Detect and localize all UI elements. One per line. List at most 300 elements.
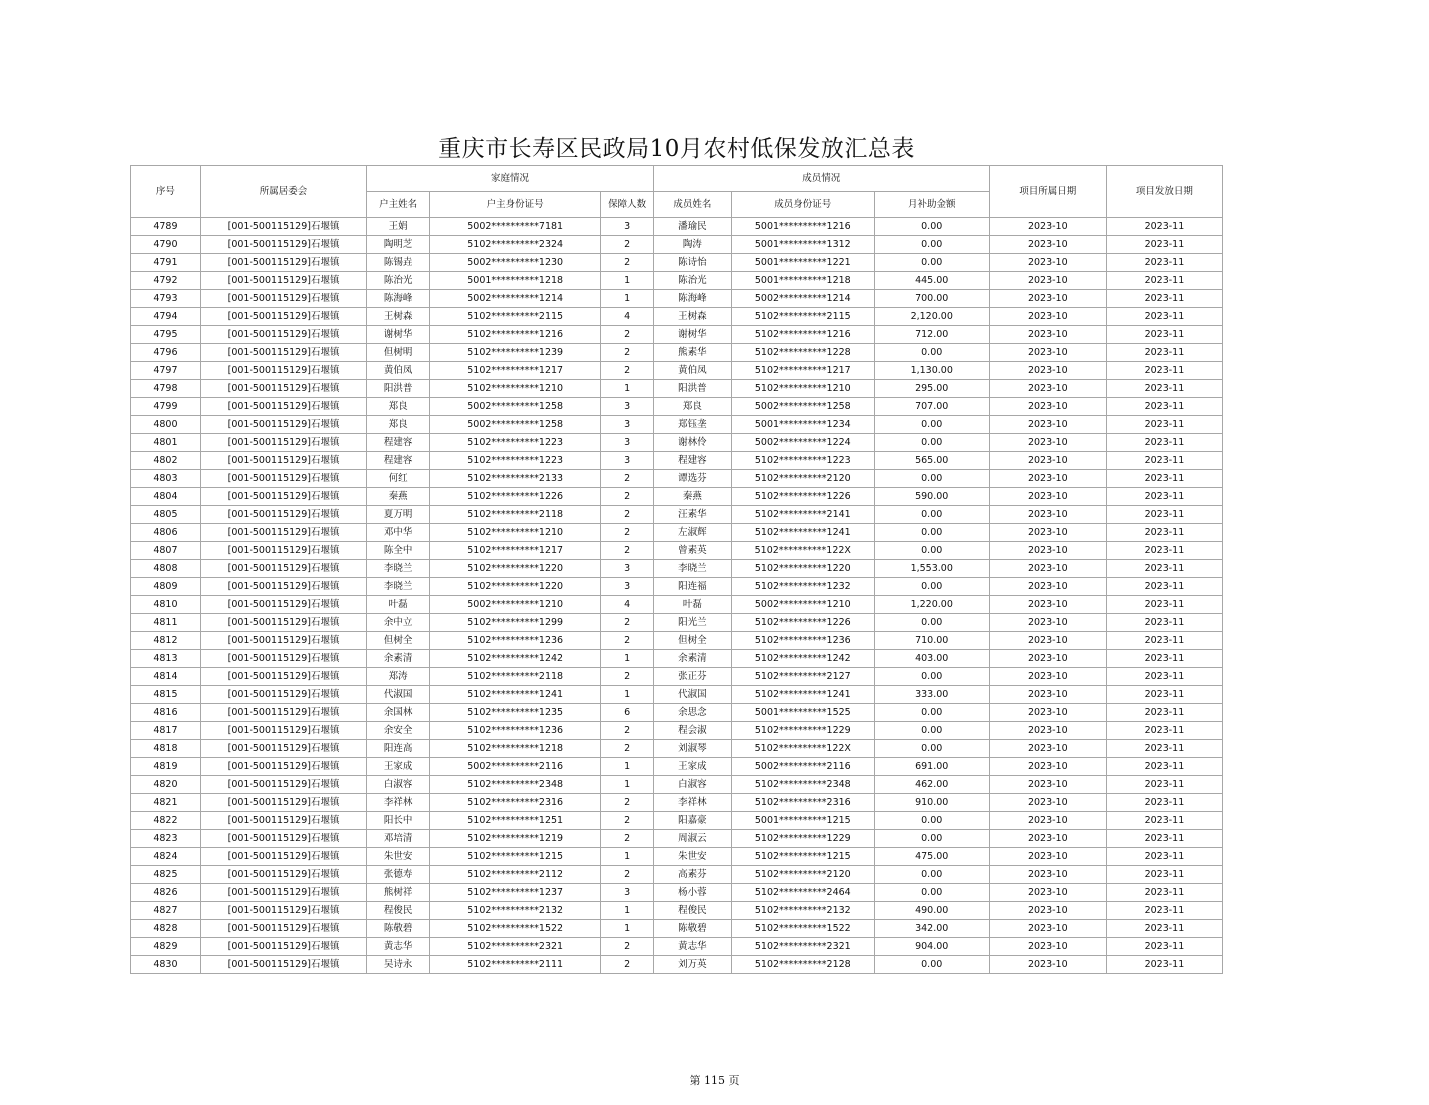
amount-cell: 0.00 bbox=[874, 542, 989, 560]
member-name-cell: 刘万英 bbox=[653, 956, 731, 974]
member-id-cell: 5102**********1215 bbox=[731, 848, 874, 866]
member-id-cell: 5002**********1210 bbox=[731, 596, 874, 614]
issue-date-cell: 2023-11 bbox=[1106, 290, 1222, 308]
head-id-cell: 5102**********1220 bbox=[429, 578, 601, 596]
member-name-cell: 熊素华 bbox=[653, 344, 731, 362]
head-name-cell: 张德寿 bbox=[367, 866, 430, 884]
table-row bbox=[131, 956, 1223, 974]
amount-cell: 403.00 bbox=[874, 650, 989, 668]
head-name-cell: 阳连高 bbox=[367, 740, 430, 758]
committee-cell: [001-500115129]石堰镇 bbox=[200, 614, 366, 632]
relief-table bbox=[130, 165, 1223, 974]
seq-cell: 4800 bbox=[131, 416, 201, 434]
count-cell: 1 bbox=[601, 686, 653, 704]
seq-cell: 4830 bbox=[131, 956, 201, 974]
seq-cell: 4810 bbox=[131, 596, 201, 614]
committee-cell: [001-500115129]石堰镇 bbox=[200, 830, 366, 848]
committee-cell: [001-500115129]石堰镇 bbox=[200, 866, 366, 884]
committee-cell: [001-500115129]石堰镇 bbox=[200, 758, 366, 776]
item-date-cell: 2023-10 bbox=[989, 740, 1106, 758]
issue-date-cell: 2023-11 bbox=[1106, 470, 1222, 488]
issue-date-cell: 2023-11 bbox=[1106, 884, 1222, 902]
count-cell: 2 bbox=[601, 866, 653, 884]
amount-cell: 910.00 bbox=[874, 794, 989, 812]
head-id-cell: 5102**********1237 bbox=[429, 884, 601, 902]
seq-cell: 4821 bbox=[131, 794, 201, 812]
member-name-cell: 陈海峰 bbox=[653, 290, 731, 308]
seq-cell: 4798 bbox=[131, 380, 201, 398]
header-family-group: 家庭情况 bbox=[367, 166, 654, 192]
amount-cell: 0.00 bbox=[874, 416, 989, 434]
count-cell: 1 bbox=[601, 758, 653, 776]
head-name-cell: 李祥林 bbox=[367, 794, 430, 812]
member-name-cell: 阳光兰 bbox=[653, 614, 731, 632]
head-id-cell: 5002**********1258 bbox=[429, 416, 601, 434]
committee-cell: [001-500115129]石堰镇 bbox=[200, 578, 366, 596]
count-cell: 1 bbox=[601, 380, 653, 398]
member-name-cell: 阳嘉豪 bbox=[653, 812, 731, 830]
count-cell: 1 bbox=[601, 920, 653, 938]
seq-cell: 4823 bbox=[131, 830, 201, 848]
count-cell: 2 bbox=[601, 506, 653, 524]
head-id-cell: 5102**********2111 bbox=[429, 956, 601, 974]
amount-cell: 0.00 bbox=[874, 524, 989, 542]
committee-cell: [001-500115129]石堰镇 bbox=[200, 632, 366, 650]
seq-cell: 4807 bbox=[131, 542, 201, 560]
item-date-cell: 2023-10 bbox=[989, 596, 1106, 614]
head-name-cell: 阳长中 bbox=[367, 812, 430, 830]
amount-cell: 2,120.00 bbox=[874, 308, 989, 326]
count-cell: 2 bbox=[601, 236, 653, 254]
head-id-cell: 5002**********7181 bbox=[429, 218, 601, 236]
item-date-cell: 2023-10 bbox=[989, 668, 1106, 686]
amount-cell: 462.00 bbox=[874, 776, 989, 794]
member-id-cell: 5102**********1241 bbox=[731, 524, 874, 542]
issue-date-cell: 2023-11 bbox=[1106, 542, 1222, 560]
table-row bbox=[131, 290, 1223, 308]
count-cell: 3 bbox=[601, 578, 653, 596]
seq-cell: 4809 bbox=[131, 578, 201, 596]
committee-cell: [001-500115129]石堰镇 bbox=[200, 272, 366, 290]
head-name-cell: 李晓兰 bbox=[367, 578, 430, 596]
amount-cell: 0.00 bbox=[874, 740, 989, 758]
head-id-cell: 5102**********1219 bbox=[429, 830, 601, 848]
item-date-cell: 2023-10 bbox=[989, 524, 1106, 542]
seq-cell: 4813 bbox=[131, 650, 201, 668]
count-cell: 1 bbox=[601, 650, 653, 668]
member-id-cell: 5102**********2127 bbox=[731, 668, 874, 686]
item-date-cell: 2023-10 bbox=[989, 470, 1106, 488]
head-id-cell: 5102**********1223 bbox=[429, 452, 601, 470]
issue-date-cell: 2023-11 bbox=[1106, 722, 1222, 740]
seq-cell: 4808 bbox=[131, 560, 201, 578]
item-date-cell: 2023-10 bbox=[989, 650, 1106, 668]
head-id-cell: 5102**********2115 bbox=[429, 308, 601, 326]
head-id-cell: 5102**********1235 bbox=[429, 704, 601, 722]
issue-date-cell: 2023-11 bbox=[1106, 632, 1222, 650]
count-cell: 2 bbox=[601, 488, 653, 506]
head-id-cell: 5002**********1230 bbox=[429, 254, 601, 272]
header-item-date: 项目所属日期 bbox=[989, 166, 1106, 218]
head-id-cell: 5001**********1218 bbox=[429, 272, 601, 290]
member-id-cell: 5102**********1236 bbox=[731, 632, 874, 650]
item-date-cell: 2023-10 bbox=[989, 632, 1106, 650]
count-cell: 3 bbox=[601, 398, 653, 416]
seq-cell: 4822 bbox=[131, 812, 201, 830]
count-cell: 2 bbox=[601, 740, 653, 758]
count-cell: 2 bbox=[601, 614, 653, 632]
count-cell: 3 bbox=[601, 452, 653, 470]
committee-cell: [001-500115129]石堰镇 bbox=[200, 794, 366, 812]
member-name-cell: 阳连福 bbox=[653, 578, 731, 596]
head-name-cell: 陈全中 bbox=[367, 542, 430, 560]
member-id-cell: 5102**********1228 bbox=[731, 344, 874, 362]
count-cell: 2 bbox=[601, 812, 653, 830]
table-row bbox=[131, 488, 1223, 506]
issue-date-cell: 2023-11 bbox=[1106, 524, 1222, 542]
head-name-cell: 郑良 bbox=[367, 416, 430, 434]
member-name-cell: 但树全 bbox=[653, 632, 731, 650]
table-row bbox=[131, 614, 1223, 632]
count-cell: 2 bbox=[601, 362, 653, 380]
table-row bbox=[131, 272, 1223, 290]
amount-cell: 0.00 bbox=[874, 236, 989, 254]
count-cell: 2 bbox=[601, 254, 653, 272]
member-name-cell: 黄伯凤 bbox=[653, 362, 731, 380]
head-id-cell: 5002**********1214 bbox=[429, 290, 601, 308]
member-id-cell: 5102**********2128 bbox=[731, 956, 874, 974]
member-id-cell: 5001**********1525 bbox=[731, 704, 874, 722]
header-head-name: 户主姓名 bbox=[367, 192, 430, 218]
committee-cell: [001-500115129]石堰镇 bbox=[200, 308, 366, 326]
amount-cell: 0.00 bbox=[874, 722, 989, 740]
committee-cell: [001-500115129]石堰镇 bbox=[200, 902, 366, 920]
issue-date-cell: 2023-11 bbox=[1106, 776, 1222, 794]
issue-date-cell: 2023-11 bbox=[1106, 578, 1222, 596]
seq-cell: 4790 bbox=[131, 236, 201, 254]
member-id-cell: 5001**********1216 bbox=[731, 218, 874, 236]
head-id-cell: 5102**********2324 bbox=[429, 236, 601, 254]
issue-date-cell: 2023-11 bbox=[1106, 920, 1222, 938]
count-cell: 3 bbox=[601, 434, 653, 452]
head-id-cell: 5102**********1242 bbox=[429, 650, 601, 668]
amount-cell: 700.00 bbox=[874, 290, 989, 308]
item-date-cell: 2023-10 bbox=[989, 434, 1106, 452]
member-id-cell: 5102**********1217 bbox=[731, 362, 874, 380]
issue-date-cell: 2023-11 bbox=[1106, 362, 1222, 380]
head-id-cell: 5102**********2118 bbox=[429, 668, 601, 686]
head-name-cell: 余素清 bbox=[367, 650, 430, 668]
head-id-cell: 5102**********1241 bbox=[429, 686, 601, 704]
member-name-cell: 朱世安 bbox=[653, 848, 731, 866]
issue-date-cell: 2023-11 bbox=[1106, 812, 1222, 830]
table-row bbox=[131, 884, 1223, 902]
issue-date-cell: 2023-11 bbox=[1106, 272, 1222, 290]
item-date-cell: 2023-10 bbox=[989, 272, 1106, 290]
committee-cell: [001-500115129]石堰镇 bbox=[200, 704, 366, 722]
member-name-cell: 刘淑琴 bbox=[653, 740, 731, 758]
table-row bbox=[131, 722, 1223, 740]
amount-cell: 333.00 bbox=[874, 686, 989, 704]
head-id-cell: 5102**********2348 bbox=[429, 776, 601, 794]
member-id-cell: 5102**********1232 bbox=[731, 578, 874, 596]
head-id-cell: 5102**********1220 bbox=[429, 560, 601, 578]
item-date-cell: 2023-10 bbox=[989, 848, 1106, 866]
member-id-cell: 5002**********1214 bbox=[731, 290, 874, 308]
member-name-cell: 陈治光 bbox=[653, 272, 731, 290]
member-id-cell: 5102**********1241 bbox=[731, 686, 874, 704]
issue-date-cell: 2023-11 bbox=[1106, 830, 1222, 848]
member-id-cell: 5102**********1242 bbox=[731, 650, 874, 668]
page-title: 重庆市长寿区民政局10月农村低保发放汇总表 bbox=[438, 136, 915, 162]
head-id-cell: 5102**********1226 bbox=[429, 488, 601, 506]
table-row bbox=[131, 362, 1223, 380]
head-name-cell: 余安全 bbox=[367, 722, 430, 740]
count-cell: 2 bbox=[601, 542, 653, 560]
committee-cell: [001-500115129]石堰镇 bbox=[200, 596, 366, 614]
committee-cell: [001-500115129]石堰镇 bbox=[200, 452, 366, 470]
table-row bbox=[131, 776, 1223, 794]
member-id-cell: 5102**********2141 bbox=[731, 506, 874, 524]
head-id-cell: 5102**********1216 bbox=[429, 326, 601, 344]
item-date-cell: 2023-10 bbox=[989, 254, 1106, 272]
committee-cell: [001-500115129]石堰镇 bbox=[200, 812, 366, 830]
head-name-cell: 吴诗永 bbox=[367, 956, 430, 974]
count-cell: 2 bbox=[601, 668, 653, 686]
member-id-cell: 5002**********1258 bbox=[731, 398, 874, 416]
head-name-cell: 白淑容 bbox=[367, 776, 430, 794]
amount-cell: 445.00 bbox=[874, 272, 989, 290]
member-name-cell: 程建容 bbox=[653, 452, 731, 470]
table-row bbox=[131, 398, 1223, 416]
committee-cell: [001-500115129]石堰镇 bbox=[200, 434, 366, 452]
member-id-cell: 5002**********2116 bbox=[731, 758, 874, 776]
member-id-cell: 5102**********122X bbox=[731, 542, 874, 560]
member-id-cell: 5102**********1522 bbox=[731, 920, 874, 938]
issue-date-cell: 2023-11 bbox=[1106, 956, 1222, 974]
table-row bbox=[131, 560, 1223, 578]
head-name-cell: 王娟 bbox=[367, 218, 430, 236]
member-id-cell: 5102**********2115 bbox=[731, 308, 874, 326]
seq-cell: 4826 bbox=[131, 884, 201, 902]
item-date-cell: 2023-10 bbox=[989, 812, 1106, 830]
issue-date-cell: 2023-11 bbox=[1106, 596, 1222, 614]
item-date-cell: 2023-10 bbox=[989, 956, 1106, 974]
count-cell: 2 bbox=[601, 326, 653, 344]
amount-cell: 691.00 bbox=[874, 758, 989, 776]
committee-cell: [001-500115129]石堰镇 bbox=[200, 236, 366, 254]
table-row bbox=[131, 506, 1223, 524]
table-row bbox=[131, 920, 1223, 938]
table-row bbox=[131, 794, 1223, 812]
member-name-cell: 潘瑜民 bbox=[653, 218, 731, 236]
issue-date-cell: 2023-11 bbox=[1106, 488, 1222, 506]
member-id-cell: 5102**********1226 bbox=[731, 614, 874, 632]
item-date-cell: 2023-10 bbox=[989, 686, 1106, 704]
table-row bbox=[131, 830, 1223, 848]
item-date-cell: 2023-10 bbox=[989, 830, 1106, 848]
header-amount: 月补助金额 bbox=[874, 192, 989, 218]
item-date-cell: 2023-10 bbox=[989, 578, 1106, 596]
amount-cell: 295.00 bbox=[874, 380, 989, 398]
committee-cell: [001-500115129]石堰镇 bbox=[200, 218, 366, 236]
count-cell: 2 bbox=[601, 794, 653, 812]
table-row bbox=[131, 866, 1223, 884]
issue-date-cell: 2023-11 bbox=[1106, 452, 1222, 470]
table-row bbox=[131, 902, 1223, 920]
head-name-cell: 夏万明 bbox=[367, 506, 430, 524]
seq-cell: 4793 bbox=[131, 290, 201, 308]
head-name-cell: 余中立 bbox=[367, 614, 430, 632]
table-header bbox=[131, 166, 1223, 218]
member-name-cell: 李祥林 bbox=[653, 794, 731, 812]
issue-date-cell: 2023-11 bbox=[1106, 938, 1222, 956]
amount-cell: 565.00 bbox=[874, 452, 989, 470]
member-name-cell: 阳洪普 bbox=[653, 380, 731, 398]
seq-cell: 4817 bbox=[131, 722, 201, 740]
amount-cell: 0.00 bbox=[874, 506, 989, 524]
seq-cell: 4797 bbox=[131, 362, 201, 380]
member-name-cell: 叶磊 bbox=[653, 596, 731, 614]
header-issue-date: 项目发放日期 bbox=[1106, 166, 1222, 218]
count-cell: 2 bbox=[601, 524, 653, 542]
item-date-cell: 2023-10 bbox=[989, 560, 1106, 578]
member-id-cell: 5102**********1223 bbox=[731, 452, 874, 470]
page-number: 第 115 页 bbox=[689, 1074, 740, 1087]
head-name-cell: 余国林 bbox=[367, 704, 430, 722]
issue-date-cell: 2023-11 bbox=[1106, 308, 1222, 326]
member-name-cell: 谢树华 bbox=[653, 326, 731, 344]
table-row bbox=[131, 452, 1223, 470]
seq-cell: 4828 bbox=[131, 920, 201, 938]
count-cell: 2 bbox=[601, 938, 653, 956]
seq-cell: 4815 bbox=[131, 686, 201, 704]
count-cell: 1 bbox=[601, 848, 653, 866]
member-id-cell: 5102**********2464 bbox=[731, 884, 874, 902]
count-cell: 3 bbox=[601, 560, 653, 578]
member-id-cell: 5002**********1224 bbox=[731, 434, 874, 452]
table-row bbox=[131, 686, 1223, 704]
head-id-cell: 5102**********1217 bbox=[429, 542, 601, 560]
table-row bbox=[131, 650, 1223, 668]
amount-cell: 0.00 bbox=[874, 344, 989, 362]
head-name-cell: 阳洪普 bbox=[367, 380, 430, 398]
head-id-cell: 5102**********1218 bbox=[429, 740, 601, 758]
count-cell: 1 bbox=[601, 272, 653, 290]
header-count: 保障人数 bbox=[601, 192, 653, 218]
member-id-cell: 5001**********1234 bbox=[731, 416, 874, 434]
member-name-cell: 杨小蓉 bbox=[653, 884, 731, 902]
member-id-cell: 5102**********1220 bbox=[731, 560, 874, 578]
table-row bbox=[131, 470, 1223, 488]
table-row bbox=[131, 938, 1223, 956]
member-id-cell: 5001**********1312 bbox=[731, 236, 874, 254]
item-date-cell: 2023-10 bbox=[989, 488, 1106, 506]
item-date-cell: 2023-10 bbox=[989, 920, 1106, 938]
member-name-cell: 郑良 bbox=[653, 398, 731, 416]
head-id-cell: 5102**********1236 bbox=[429, 722, 601, 740]
member-id-cell: 5102**********2120 bbox=[731, 866, 874, 884]
table-row bbox=[131, 434, 1223, 452]
amount-cell: 0.00 bbox=[874, 668, 989, 686]
issue-date-cell: 2023-11 bbox=[1106, 434, 1222, 452]
amount-cell: 0.00 bbox=[874, 578, 989, 596]
seq-cell: 4812 bbox=[131, 632, 201, 650]
item-date-cell: 2023-10 bbox=[989, 344, 1106, 362]
header-member-name: 成员姓名 bbox=[653, 192, 731, 218]
seq-cell: 4819 bbox=[131, 758, 201, 776]
head-id-cell: 5102**********1210 bbox=[429, 524, 601, 542]
issue-date-cell: 2023-11 bbox=[1106, 866, 1222, 884]
head-id-cell: 5102**********1210 bbox=[429, 380, 601, 398]
header-member-id: 成员身份证号 bbox=[731, 192, 874, 218]
committee-cell: [001-500115129]石堰镇 bbox=[200, 290, 366, 308]
head-id-cell: 5102**********1239 bbox=[429, 344, 601, 362]
seq-cell: 4820 bbox=[131, 776, 201, 794]
member-id-cell: 5102**********2132 bbox=[731, 902, 874, 920]
amount-cell: 707.00 bbox=[874, 398, 989, 416]
head-name-cell: 何红 bbox=[367, 470, 430, 488]
issue-date-cell: 2023-11 bbox=[1106, 326, 1222, 344]
committee-cell: [001-500115129]石堰镇 bbox=[200, 542, 366, 560]
count-cell: 1 bbox=[601, 902, 653, 920]
member-id-cell: 5102**********1229 bbox=[731, 722, 874, 740]
issue-date-cell: 2023-11 bbox=[1106, 758, 1222, 776]
seq-cell: 4802 bbox=[131, 452, 201, 470]
amount-cell: 0.00 bbox=[874, 470, 989, 488]
committee-cell: [001-500115129]石堰镇 bbox=[200, 524, 366, 542]
member-name-cell: 王树森 bbox=[653, 308, 731, 326]
committee-cell: [001-500115129]石堰镇 bbox=[200, 740, 366, 758]
issue-date-cell: 2023-11 bbox=[1106, 416, 1222, 434]
count-cell: 4 bbox=[601, 308, 653, 326]
item-date-cell: 2023-10 bbox=[989, 308, 1106, 326]
head-id-cell: 5102**********1299 bbox=[429, 614, 601, 632]
committee-cell: [001-500115129]石堰镇 bbox=[200, 506, 366, 524]
member-id-cell: 5001**********1221 bbox=[731, 254, 874, 272]
table-row bbox=[131, 326, 1223, 344]
item-date-cell: 2023-10 bbox=[989, 362, 1106, 380]
amount-cell: 0.00 bbox=[874, 614, 989, 632]
head-name-cell: 但树明 bbox=[367, 344, 430, 362]
header-seq: 序号 bbox=[131, 166, 201, 218]
table-row bbox=[131, 416, 1223, 434]
member-name-cell: 郑钰垄 bbox=[653, 416, 731, 434]
item-date-cell: 2023-10 bbox=[989, 218, 1106, 236]
count-cell: 1 bbox=[601, 776, 653, 794]
issue-date-cell: 2023-11 bbox=[1106, 614, 1222, 632]
head-id-cell: 5102**********1236 bbox=[429, 632, 601, 650]
head-name-cell: 但树全 bbox=[367, 632, 430, 650]
member-name-cell: 黄志华 bbox=[653, 938, 731, 956]
member-name-cell: 白淑容 bbox=[653, 776, 731, 794]
member-name-cell: 汪素华 bbox=[653, 506, 731, 524]
head-id-cell: 5102**********2133 bbox=[429, 470, 601, 488]
seq-cell: 4829 bbox=[131, 938, 201, 956]
count-cell: 4 bbox=[601, 596, 653, 614]
amount-cell: 0.00 bbox=[874, 830, 989, 848]
committee-cell: [001-500115129]石堰镇 bbox=[200, 560, 366, 578]
member-name-cell: 谢林伶 bbox=[653, 434, 731, 452]
member-name-cell: 陈诗怡 bbox=[653, 254, 731, 272]
committee-cell: [001-500115129]石堰镇 bbox=[200, 848, 366, 866]
seq-cell: 4794 bbox=[131, 308, 201, 326]
item-date-cell: 2023-10 bbox=[989, 398, 1106, 416]
issue-date-cell: 2023-11 bbox=[1106, 848, 1222, 866]
member-name-cell: 张正芬 bbox=[653, 668, 731, 686]
seq-cell: 4811 bbox=[131, 614, 201, 632]
head-name-cell: 朱世安 bbox=[367, 848, 430, 866]
